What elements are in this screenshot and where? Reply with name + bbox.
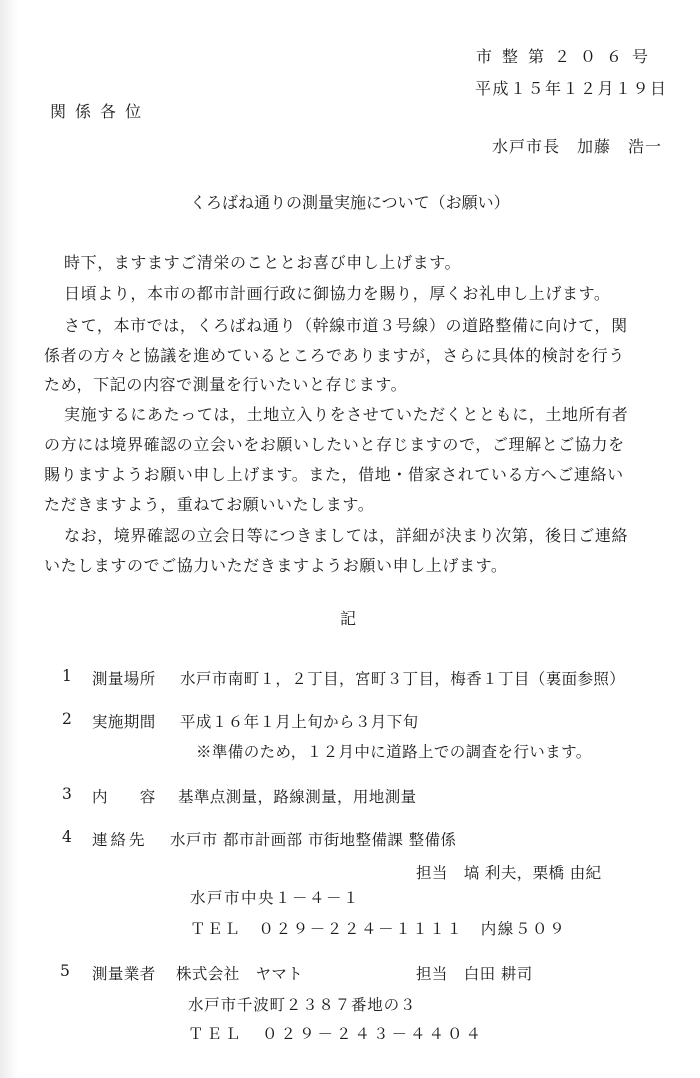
body-line: の方には境界確認の立会いをお願いしたいと存じますので，ご理解とご協力を bbox=[44, 435, 625, 454]
period-label: 実施期間 bbox=[92, 713, 156, 731]
period-note: ※準備のため，１２月中に道路上での調査を行います。 bbox=[196, 743, 592, 761]
contractor-address: 水戸市千波町２３８７番地の３ bbox=[188, 996, 417, 1014]
item-number: 3 bbox=[62, 785, 73, 803]
body-line: 係者の方々と協議を進めているところでありますが，さらに具体的検討を行う bbox=[44, 346, 625, 365]
ki-heading: 記 bbox=[340, 609, 357, 628]
content-label: 内 容 bbox=[92, 788, 156, 806]
survey-location-value: 水戸市南町１，２丁目，宮町３丁目，梅香１丁目（裏面参照） bbox=[180, 670, 626, 688]
item-number: 5 bbox=[60, 962, 71, 980]
contact-label: 連絡先 bbox=[92, 831, 148, 849]
body-line: 時下，ますますご清栄のこととお喜び申し上げます。 bbox=[64, 253, 462, 272]
contact-staff: 担当 塙 利夫，栗橋 由紀 bbox=[416, 864, 602, 882]
period-value: 平成１６年１月上旬から３月下旬 bbox=[180, 713, 419, 731]
item-number: 2 bbox=[62, 710, 73, 728]
item-number: 4 bbox=[62, 828, 73, 846]
body-line: 実施するにあたっては，土地立入りをさせていただくとともに，土地所有者 bbox=[64, 405, 629, 424]
contractor-value: 株式会社 ヤマト bbox=[176, 965, 304, 983]
body-line: ただきますよう，重ねてお願いいたします。 bbox=[44, 495, 375, 514]
item-number: 1 bbox=[62, 667, 73, 685]
body-line: ため，下記の内容で測量を行いたいと存じます。 bbox=[44, 375, 408, 394]
content-value: 基準点測量，路線測量，用地測量 bbox=[178, 788, 417, 806]
body-line: いたしますのでご協力いただきますようお願い申し上げます。 bbox=[44, 556, 508, 575]
addressee: 関係各位 bbox=[50, 102, 151, 121]
contractor-staff: 担当 白田 耕司 bbox=[416, 965, 533, 983]
contractor-label: 測量業者 bbox=[92, 965, 156, 983]
body-line: 日頃より，本市の都市計画行政に御協力を賜り，厚くお礼申し上げます。 bbox=[64, 284, 611, 303]
contact-value: 水戸市 都市計画部 市街地整備課 整備係 bbox=[170, 831, 457, 849]
body-line: 賜りますようお願い申し上げます。また，借地・借家されている方へご連絡い bbox=[44, 465, 624, 484]
letter-title: くろばね通りの測量実施について（お願い） bbox=[190, 193, 510, 212]
document-date: 平成１５年１２月１９日 bbox=[475, 79, 668, 98]
document-number: 市整第２０６号 bbox=[476, 47, 659, 66]
body-line: なお，境界確認の立会日等につきましては，詳細が決まり次第，後日ご連絡 bbox=[64, 526, 629, 545]
contact-tel: ＴＥＬ ０２９－２２４－１１１１ 内線５０９ bbox=[190, 920, 567, 938]
sender: 水戸市長 加藤 浩一 bbox=[492, 137, 663, 156]
body-line: さて，本市では，くろばね通り（幹線市道３号線）の道路整備に向けて，関 bbox=[64, 316, 628, 335]
scan-edge-shadow bbox=[0, 0, 18, 1078]
contact-address: 水戸市中央１－４－１ bbox=[190, 889, 361, 907]
survey-location-label: 測量場所 bbox=[92, 670, 156, 688]
contractor-tel: ＴＥＬ ０２９－２４３－４４０４ bbox=[188, 1025, 485, 1043]
